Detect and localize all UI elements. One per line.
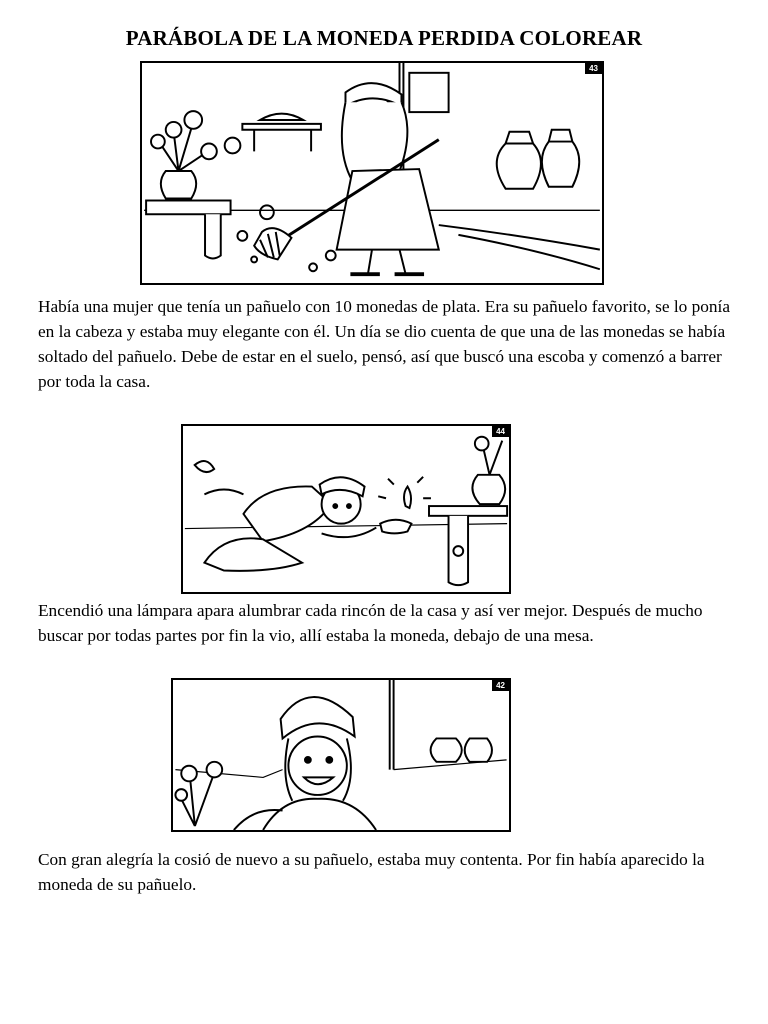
found-coin-drawing bbox=[173, 680, 509, 830]
paragraph-1: Había una mujer que tenía un pañuelo con 10 monedas de plata. Era su pañuelo favorito, se lo ponía en la cabeza y estaba muy elegante con él. Un día se dio cuenta de que una de las monedas se había soltado del pañuelo. Debe de estar en el suelo, pensó, así que buscó una escoba y comenzó a barrer por toda la casa. bbox=[38, 297, 730, 391]
lamp-search-drawing bbox=[183, 426, 509, 592]
paragraph-3: Con gran alegría la cosió de nuevo a su pañuelo, estaba muy contenta. Por fin había aparecido la moneda de su pañuelo. bbox=[38, 850, 705, 894]
illustration-sweeping bbox=[140, 61, 604, 285]
illustration-lamp-search bbox=[181, 424, 511, 594]
illustration-found-coin bbox=[171, 678, 511, 832]
sweeping-drawing bbox=[142, 63, 602, 283]
page-title: PARÁBOLA DE LA MONEDA PERDIDA COLOREAR bbox=[125, 26, 643, 50]
panel-number: 44 bbox=[492, 426, 509, 437]
panel-number: 42 bbox=[492, 680, 509, 691]
panel-number: 43 bbox=[585, 63, 602, 74]
paragraph-2: Encendió una lámpara apara alumbrar cada rincón de la casa y así ver mejor. Después de mucho buscar por todas partes por fin la vio, allí estaba la moneda, debajo de una mesa. bbox=[38, 601, 703, 645]
